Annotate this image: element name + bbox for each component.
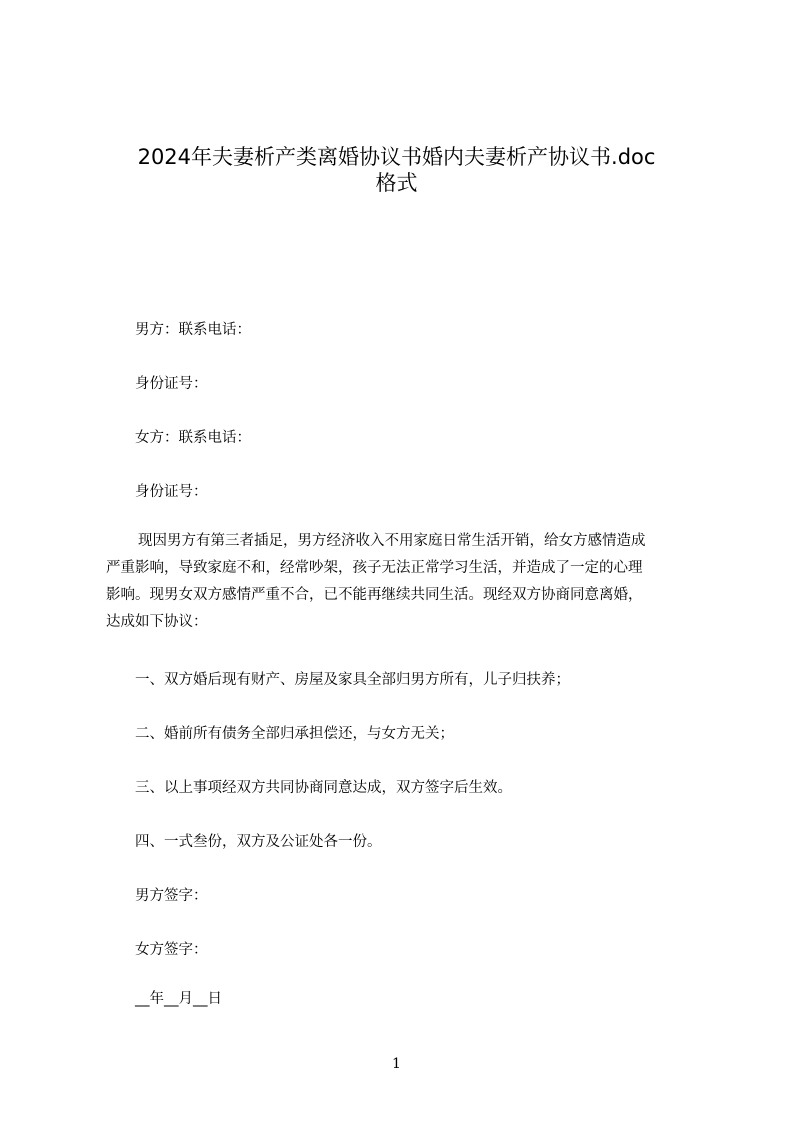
paragraph-line: 严重影响，导致家庭不和，经常吵架，孩子无法正常学习生活，并造成了一定的心理 <box>106 560 643 576</box>
paragraph-line: 达成如下协议： <box>106 614 208 630</box>
page-number: 1 <box>392 1056 401 1072</box>
male-id-field: 身份证号： <box>135 376 208 392</box>
clause-4: 四、一式叁份，双方及公证处各一份。 <box>135 834 382 850</box>
male-contact-field: 男方：联系电话： <box>135 322 251 338</box>
title-line-1: 2024年夫妻析产类离婚协议书婚内夫妻析产协议书.doc <box>137 145 656 169</box>
date-line: __年__月__日 <box>135 991 222 1007</box>
document-title <box>0 144 793 196</box>
clause-2: 二、婚前所有债务全部归承担偿还，与女方无关； <box>135 726 454 742</box>
female-contact-field: 女方：联系电话： <box>135 430 251 446</box>
female-id-field: 身份证号： <box>135 484 208 500</box>
male-signature: 男方签字： <box>135 888 208 904</box>
paragraph-line: 现因男方有第三者插足，男方经济收入不用家庭日常生活开销，给女方感情造成 <box>138 533 646 549</box>
reason-paragraph <box>106 528 726 636</box>
clause-3: 三、以上事项经双方共同协商同意达成，双方签字后生效。 <box>135 780 512 796</box>
clause-1: 一、双方婚后现有财产、房屋及家具全部归男方所有，儿子归扶养； <box>135 672 570 688</box>
paragraph-line: 影响。现男女双方感情严重不合，已不能再继续共同生活。现经双方协商同意离婚， <box>106 587 643 603</box>
title-line-2: 格式 <box>375 171 418 195</box>
female-signature: 女方签字： <box>135 942 208 958</box>
